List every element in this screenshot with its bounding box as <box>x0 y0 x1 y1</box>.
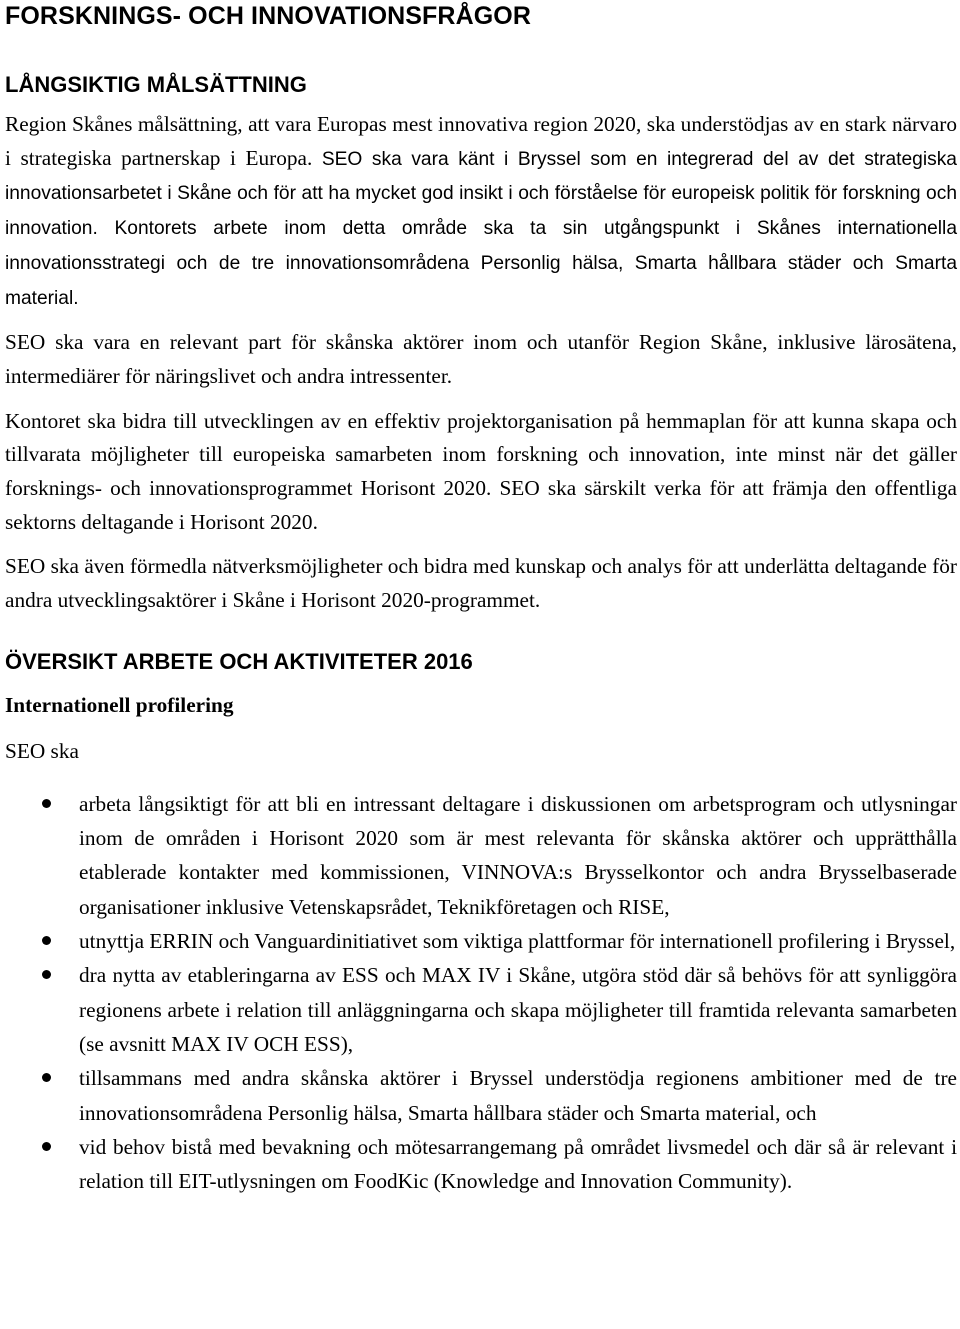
list-item-text: arbeta långsiktigt för att bli en intressant deltagare i diskussionen om arbetsprogram och utlysningar inom de områden i Horisont 2020 som är mest relevanta för skånska aktörer och upprätthålla etablerade kontakter med kommissionen, VINNOVA:s Brysselkontor och andra Brysselbaserade organisationer inklusive Vetenskapsrådet, Teknikföretagen och RISE, <box>79 791 957 919</box>
subheading-international-profiling: Internationell profilering <box>5 692 234 717</box>
bullet-icon <box>42 1142 51 1151</box>
paragraph-goal <box>5 108 957 315</box>
bullet-icon <box>42 799 51 808</box>
paragraph-relevant-part: SEO ska vara en relevant part för skånska aktörer inom och utanför Region Skåne, inklusive lärosätena, intermediärer för näringslivet och andra intressenter. <box>5 330 957 388</box>
paragraph-network: SEO ska även förmedla nätverksmöjligheter och bidra med kunskap och analys för att underlätta deltagande för andra utvecklingsaktörer i Skåne i Horisont 2020-programmet. <box>5 554 957 613</box>
list-item <box>5 1130 957 1199</box>
list-item-text: utnyttja ERRIN och Vanguardinitiativet som viktiga plattformar för internationell profilering i Bryssel, <box>79 929 956 954</box>
bullet-icon <box>42 1073 51 1082</box>
section-heading-overview: ÖVERSIKT ARBETE OCH AKTIVITETER 2016 <box>5 648 473 674</box>
bullet-icon <box>42 936 51 945</box>
bullet-list <box>5 787 957 1199</box>
main-heading: FORSKNINGS- OCH INNOVATIONSFRÅGOR <box>5 2 531 30</box>
list-item <box>5 924 957 958</box>
list-item-text: tillsammans med andra skånska aktörer i Bryssel understödja regionens ambitioner med de tre innovationsområdena Personlig hälsa, Smarta hållbara städer och Smarta material, och <box>79 1066 957 1125</box>
list-item <box>5 787 957 924</box>
bullet-icon <box>42 970 51 979</box>
paragraph-project-organisation: Kontoret ska bidra till utvecklingen av en effektiv projektorganisation på hemmaplan för att kunna skapa och tillvarata möjligheter till europeiska samarbeten inom forskning och innovation, inte minst när det gäller forsknings- och innovationsprogrammet Horisont 2020. SEO ska särskilt verka för att främja den offentliga sektorns deltagande i Horisont 2020. <box>5 408 957 534</box>
section-heading-long-term-goal: LÅNGSIKTIG MÅLSÄTTNING <box>5 72 307 97</box>
paragraph-goal-serif-text: Region Skånes målsättning, att vara Europas mest innovativa region 2020, ska understödjas av en stark närvaro i strategiska partnerskap i Europa. <box>5 112 957 170</box>
list-item-text: vid behov bistå med bevakning och mötesarrangemang på området livsmedel och där så är relevant i relation till EIT-utlysningen om FoodKic (Knowledge and Innovation Community). <box>79 1134 957 1194</box>
list-item <box>5 1061 957 1130</box>
list-item <box>5 958 957 1061</box>
paragraph-goal-sans-text: SEO ska vara känt i Bryssel som en integrerad del av det strategiska innovationsarbetet i Skåne och för att ha mycket god insikt i och förståelse för europeisk politik för forskning och innovation. Kontorets arbete inom detta område ska ta sin utgångspunkt i Skånes internationella innovationsstrategi och de tre innovationsområdena Personlig hälsa, Smarta hållbara städer och Smarta material. <box>5 148 957 309</box>
list-item-text: dra nytta av etableringarna av ESS och MAX IV i Skåne, utgöra stöd där så behövs för att synliggöra regionens arbete i relation till anläggningarna och skapa möjligheter till framtida relevanta samarbeten (se avsnitt MAX IV OCH ESS), <box>79 963 957 1056</box>
list-intro: SEO ska <box>5 738 79 763</box>
